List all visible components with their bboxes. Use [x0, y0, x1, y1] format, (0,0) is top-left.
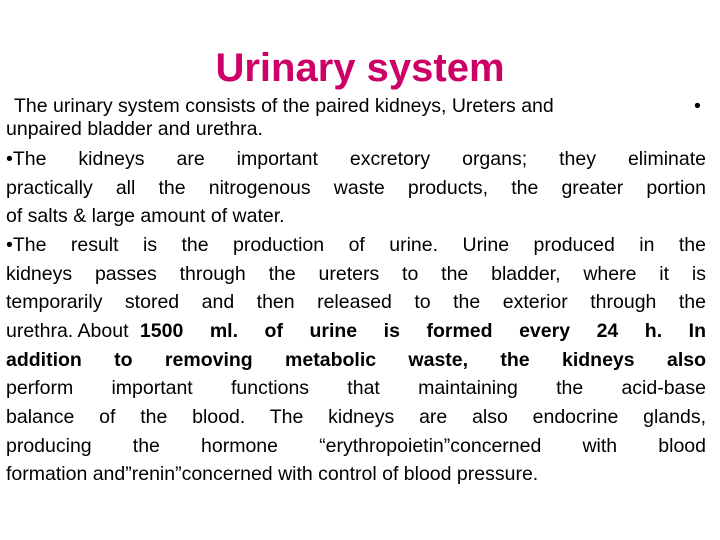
text-line-5: of salts & large amount of water. — [6, 205, 285, 227]
text-line-14: formation and”renin”concerned with control of blood pressure. — [6, 463, 539, 485]
bullet-marker: • — [694, 95, 701, 117]
text-line-8: temporarily stored and then released to the exterior through the — [6, 291, 706, 313]
text-line-7: kidneys passes through the ureters to the bladder, where it is — [6, 263, 706, 285]
text-line-10: addition to removing metabolic waste, the kidneys also — [6, 349, 706, 371]
slide-title: Urinary system — [215, 46, 505, 90]
text-line-11: perform important functions that maintaining the acid-base — [6, 377, 706, 399]
text-line-2: unpaired bladder and urethra. — [6, 118, 263, 140]
text-line-1: The urinary system consists of the paired kidneys, Ureters and — [14, 95, 554, 117]
text-line-13: producing the hormone “erythropoietin”concerned with blood — [6, 435, 706, 457]
text-line-6: •The result is the production of urine. Urine produced in the — [6, 234, 706, 256]
text-line-9 — [6, 317, 706, 346]
text-line-9-normal: urethra. About — [6, 320, 134, 342]
text-line-4: practically all the nitrogenous waste products, the greater portion — [6, 177, 706, 199]
text-line-12: balance of the blood. The kidneys are also endocrine glands, — [6, 406, 706, 428]
text-line-9-bold: 1500 ml. of urine is formed every 24 h. In — [139, 320, 706, 342]
text-line-3: •The kidneys are important excretory organs; they eliminate — [6, 148, 706, 170]
